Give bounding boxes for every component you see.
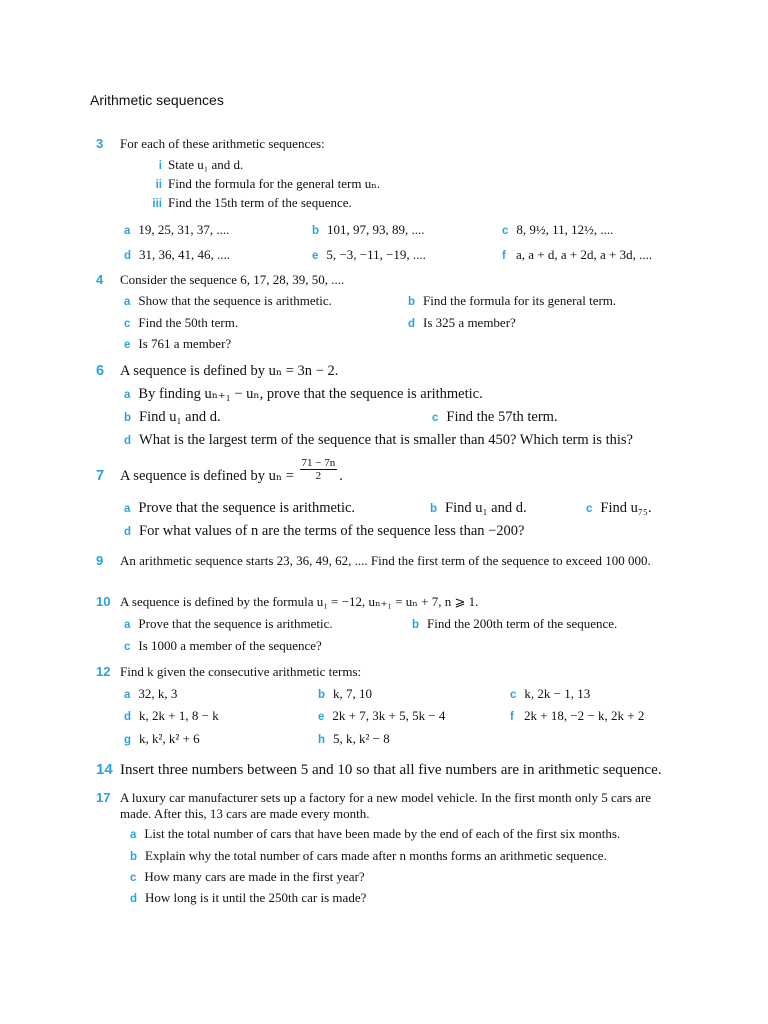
item-17c (130, 869, 365, 886)
item-3f (502, 247, 652, 264)
item-7c (586, 500, 652, 517)
question-number: 14 (96, 761, 113, 778)
item-7a (124, 500, 355, 517)
item-text: Explain why the total number of cars made after n months forms an arithmetic sequence. (145, 848, 607, 863)
item-text: 5, k, k² − 8 (333, 731, 390, 746)
item-4e (124, 336, 231, 353)
item-text: Find the 50th term. (138, 315, 239, 330)
item-text: By finding uₙ₊₁ − uₙ, prove that the sequence is arithmetic. (138, 386, 483, 402)
item-3a (124, 222, 229, 239)
item-label: f (502, 250, 506, 262)
item-text: Prove that the sequence is arithmetic. (138, 500, 356, 516)
page-heading: Arithmetic sequences (90, 92, 224, 108)
item-label: d (130, 893, 138, 905)
item-text: Find u₁ and d. (445, 500, 527, 516)
item-label: d (124, 435, 132, 447)
item-label: c (510, 689, 517, 701)
item-6d (124, 432, 633, 449)
item-text: How long is it until the 250th car is made? (145, 890, 367, 905)
item-label: d (124, 711, 132, 723)
question-number: 17 (96, 790, 111, 805)
item-label: b (318, 689, 326, 701)
item-12e (318, 708, 445, 725)
item-label: b (130, 851, 138, 863)
item-text: Find the 200th term of the sequence. (427, 616, 618, 631)
item-label: a (124, 689, 131, 701)
item-4c (124, 315, 238, 332)
item-3b (312, 222, 425, 239)
question-text: A sequence is defined by the formula u₁ = −12, uₙ₊₁ = uₙ + 7, n ⩾ 1. (120, 594, 479, 609)
item-label: a (124, 503, 131, 515)
item-label: a (124, 389, 131, 401)
item-label: a (124, 296, 131, 308)
item-label: c (432, 412, 439, 424)
item-text: k, 2k + 1, 8 − k (139, 708, 219, 723)
item-text: a, a + d, a + 2d, a + 3d, .... (516, 247, 653, 262)
item-12c (510, 686, 590, 703)
question-text-before: A sequence is defined by uₙ = (120, 468, 298, 484)
item-12b (318, 686, 372, 703)
question-text: Find k given the consecutive arithmetic terms: (120, 664, 362, 679)
item-12d (124, 708, 219, 725)
item-17a (130, 826, 620, 843)
item-text: k, k², k² + 6 (139, 731, 200, 746)
part-text: Find the formula for the general term uₙ. (168, 176, 381, 191)
part-i (150, 157, 243, 174)
item-label: c (130, 872, 137, 884)
item-3d (124, 247, 230, 264)
item-text: Find u₇₅. (600, 500, 652, 516)
item-text: 32, k, 3 (138, 686, 178, 701)
item-text: 2k + 18, −2 − k, 2k + 2 (524, 708, 645, 723)
item-3e (312, 247, 426, 264)
item-label: h (318, 734, 326, 746)
item-label: c (124, 318, 131, 330)
item-label: c (502, 225, 509, 237)
item-12h (318, 731, 390, 748)
item-label: b (312, 225, 320, 237)
part-label: iii (152, 198, 162, 210)
item-text: Is 325 a member? (423, 315, 516, 330)
item-text: k, 2k − 1, 13 (524, 686, 591, 701)
item-12f (510, 708, 644, 725)
item-label: a (124, 619, 131, 631)
item-6b (124, 409, 221, 426)
item-label: d (408, 318, 416, 330)
item-text: 2k + 7, 3k + 5, 5k − 4 (332, 708, 446, 723)
item-text: 31, 36, 41, 46, .... (139, 247, 231, 262)
item-text: 19, 25, 31, 37, .... (138, 222, 230, 237)
item-7d (124, 523, 525, 540)
question-number: 12 (96, 664, 111, 679)
item-label: a (130, 829, 137, 841)
item-text: 8, 9½, 11, 12½, .... (516, 222, 614, 237)
item-label: g (124, 734, 132, 746)
item-10b (412, 616, 617, 633)
question-text: A luxury car manufacturer sets up a factory for a new model vehicle. In the first month only 5 cars are made. After this, 13 cars are made every month. (120, 790, 652, 821)
question-number: 7 (96, 468, 105, 484)
question-text-after: . (339, 468, 343, 484)
item-label: a (124, 225, 131, 237)
item-text: What is the largest term of the sequence that is smaller than 450? Which term is this? (139, 432, 633, 448)
item-text: For what values of n are the terms of the sequence less than −200? (139, 523, 525, 539)
item-text: Show that the sequence is arithmetic. (138, 293, 332, 308)
item-6a (124, 386, 483, 403)
item-text: Find u₁ and d. (139, 409, 221, 425)
question-number: 4 (96, 272, 104, 287)
question-number: 6 (96, 363, 105, 379)
item-text: Is 761 a member? (138, 336, 232, 351)
item-text: Is 1000 a member of the sequence? (138, 638, 322, 653)
item-10c (124, 638, 322, 655)
part-label: ii (155, 179, 162, 191)
item-label: c (124, 641, 131, 653)
question-number: 9 (96, 553, 104, 568)
item-text: List the total number of cars that have been made by the end of each of the first six months. (144, 826, 621, 841)
item-label: f (510, 711, 514, 723)
question-text: A sequence is defined by uₙ = 3n − 2. (120, 363, 339, 379)
item-label: b (412, 619, 420, 631)
item-text: k, 7, 10 (333, 686, 373, 701)
item-17b (130, 848, 607, 865)
fraction (300, 457, 338, 482)
item-label: b (408, 296, 416, 308)
item-4d (408, 315, 516, 332)
item-label: e (124, 339, 131, 351)
item-6c (432, 409, 558, 426)
item-text: 5, −3, −11, −19, .... (326, 247, 426, 262)
item-text: Find the 57th term. (446, 409, 558, 425)
question-text: Consider the sequence 6, 17, 28, 39, 50, .... (120, 272, 345, 287)
item-12a (124, 686, 177, 703)
item-text: 101, 97, 93, 89, .... (327, 222, 425, 237)
item-label: d (124, 250, 132, 262)
question-text (120, 457, 343, 484)
item-label: b (124, 412, 132, 424)
item-label: e (318, 711, 325, 723)
item-text: Prove that the sequence is arithmetic. (138, 616, 333, 631)
part-ii (150, 176, 380, 193)
part-label: i (158, 160, 162, 172)
item-label: c (586, 503, 593, 515)
item-label: d (124, 526, 132, 538)
fraction-denominator: 2 (315, 470, 322, 483)
question-text: Insert three numbers between 5 and 10 so that all five numbers are in arithmetic sequence. (120, 762, 662, 778)
item-4b (408, 293, 616, 310)
item-4a (124, 293, 332, 310)
item-12g (124, 731, 200, 748)
item-3c (502, 222, 613, 239)
fraction-numerator: 71 − 7n (301, 457, 336, 470)
item-text: Find the formula for its general term. (423, 293, 617, 308)
part-text: Find the 15th term of the sequence. (168, 195, 352, 210)
item-label: b (430, 503, 438, 515)
item-7b (430, 500, 527, 517)
item-17d (130, 890, 366, 907)
item-label: e (312, 250, 319, 262)
part-text: State u₁ and d. (168, 157, 244, 172)
question-text: For each of these arithmetic sequences: (120, 136, 325, 151)
item-10a (124, 616, 333, 633)
question-number: 10 (96, 594, 111, 609)
part-iii (150, 195, 352, 212)
question-text: An arithmetic sequence starts 23, 36, 49, 62, .... Find the first term of the sequence to exceed 100 000. (120, 553, 651, 568)
item-text: How many cars are made in the first year? (144, 869, 365, 884)
question-number: 3 (96, 136, 104, 151)
